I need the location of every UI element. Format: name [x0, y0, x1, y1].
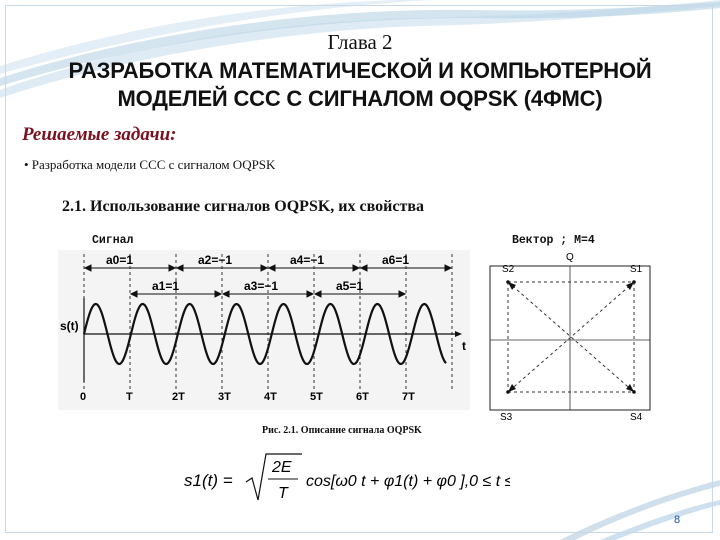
formula-rhs: cos[ω0 t + φ1(t) + φ0 ],0 ≤ t ≤ T — [306, 473, 510, 490]
constellation-point — [506, 390, 510, 394]
task-item: • Разработка модели ССС с сигналом OQPSK — [24, 157, 276, 172]
point-label-s4: S4 — [630, 412, 643, 423]
point-label-s2: S2 — [502, 264, 515, 275]
formula-lhs: s1(t) = — [184, 471, 233, 490]
time-tick-label: 0 — [80, 391, 87, 403]
constellation-point — [506, 280, 510, 284]
time-tick-label: 2T — [172, 391, 185, 403]
time-tick-label: 4T — [264, 391, 277, 403]
top-symbol-label: a4=−1 — [290, 253, 325, 267]
title-line-1: РАЗРАБОТКА МАТЕМАТИЧЕСКОЙ И КОМПЬЮТЕРНОЙ — [68, 58, 652, 83]
chapter-label: Глава 2 — [327, 30, 393, 54]
formula-graphic — [180, 448, 510, 512]
tasks-heading: Решаемые задачи: — [22, 124, 177, 145]
constellation-point — [632, 280, 636, 284]
signal-diagram — [58, 250, 470, 410]
point-label-s3: S3 — [500, 412, 513, 423]
bottom-symbol-label: a3=−1 — [244, 279, 279, 293]
top-symbol-label: a2=−1 — [198, 253, 233, 267]
formula-denominator: T — [278, 485, 288, 502]
top-symbol-label: a6=1 — [382, 253, 410, 267]
section-heading: 2.1. Использование сигналов OQPSK, их свойства — [62, 198, 424, 215]
x-axis-label: t — [462, 339, 466, 353]
signal-label: Сигнал — [92, 234, 134, 247]
figure-caption: Рис. 2.1. Описание сигнала OQPSK — [262, 425, 422, 436]
title-line-2: МОДЕЛЕЙ ССС С СИГНАЛОМ OQPSK (4ФМС) — [117, 86, 603, 111]
point-label-s1: S1 — [630, 264, 643, 275]
time-tick-label: 3T — [218, 391, 231, 403]
time-tick-label: T — [126, 391, 133, 403]
time-tick-label: 6T — [356, 391, 369, 403]
time-tick-label: 5T — [310, 391, 323, 403]
top-symbol-label: a0=1 — [106, 253, 134, 267]
constellation-diagram — [488, 248, 658, 424]
y-axis-label: s(t) — [60, 319, 79, 333]
q-label: Q — [566, 252, 574, 263]
constellation-plot — [488, 248, 658, 424]
signal-formula — [180, 448, 510, 512]
constellation-point — [632, 390, 636, 394]
page-number: 8 — [674, 514, 681, 526]
bottom-symbol-label: a1=1 — [152, 279, 180, 293]
formula-numerator: 2E — [272, 459, 292, 476]
bottom-symbol-label: a5=1 — [336, 279, 364, 293]
signal-plot — [58, 250, 470, 410]
time-tick-label: 7T — [402, 391, 415, 403]
vector-label: Вектор ; М=4 — [512, 234, 595, 247]
